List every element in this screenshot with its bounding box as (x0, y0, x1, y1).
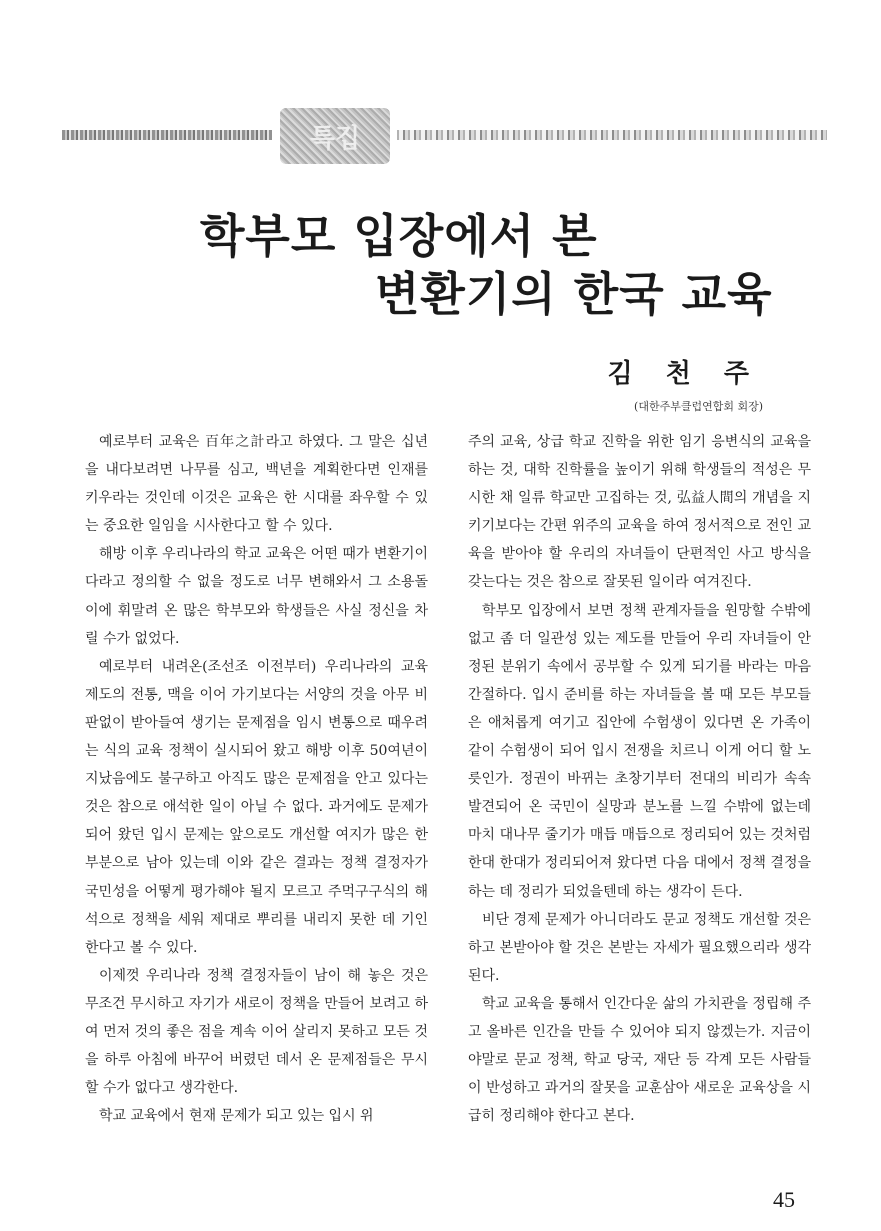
paragraph: 학부모 입장에서 보면 정책 관계자들을 원망할 수밖에 없고 좀 더 일관성 있는 제도를 만들어 우리 자녀들이 안정된 분위기 속에서 공부할 수 있게 되기를 바라는 마음 간절하다. 입시 준비를 하는 자녀들을 볼 때 모든 부모들은 애처롭게 여기고 집안에 수험생이 있다면 온 가족이 같이 수험생이 되어 입시 전쟁을 치르니 이게 어디 할 노릇인가. 정권이 바뀌는 초창기부터 전대의 비리가 속속 발견되어 온 국민이 실망과 분노를 느낄 수밖에 없는데 마치 대나무 줄기가 매듭 매듭으로 정리되어 있는 것처럼 한대 한대가 정리되어져 왔다면 다음 대에서 정책 결정을 하는 데 정리가 되었을텐데 하는 생각이 든다. (468, 602, 811, 900)
author-affiliation: (대한주부클럽연합회 회장) (634, 400, 763, 413)
paragraph: 비단 경제 문제가 아니더라도 문교 정책도 개선할 것은 하고 본받아야 할 것은 본받는 자세가 필요했으리라 생각된다. (468, 911, 811, 984)
paragraph: 이제껏 우리나라 정책 결정자들이 남이 해 놓은 것은 무조건 무시하고 자기가 새로이 정책을 만들어 보려고 하여 먼저 것의 좋은 점을 계속 이어 살리지 못하고 모든 것을 하루 아침에 바꾸어 버렸던 데서 온 문제점들은 무시할 수가 없다고 생각한다. (85, 967, 428, 1097)
banner-stripe-right (397, 130, 827, 140)
body-column-left (85, 428, 428, 1130)
paragraph: 학교 교육에서 현재 문제가 되고 있는 입시 위 (99, 1108, 374, 1125)
banner-badge-label: 특집 (309, 123, 361, 154)
paragraph: 예로부터 교육은 百年之計라고 하였다. 그 말은 십년을 내다보려면 나무를 심고, 백년을 계획한다면 인재를 키우라는 것인데 이것은 교육은 한 시대를 좌우할 수 있는 중요한 일임을 시사한다고 할 수 있다. (85, 434, 428, 535)
banner-stripe-left (62, 130, 272, 140)
paragraph: 해방 이후 우리나라의 학교 교육은 어떤 때가 변환기이다라고 정의할 수 없을 정도로 너무 변해와서 그 소용돌이에 휘말려 온 많은 학부모와 학생들은 사실 정신을 차릴 수가 없었다. (85, 546, 428, 647)
paragraph-continued: 주의 교육, 상급 학교 진학을 위한 임기 응변식의 교육을 하는 것, 대학 진학률을 높이기 위해 학생들의 적성은 무시한 채 일류 학교만 고집하는 것, 弘益人間의 개념을 지키기보다는 간편 위주의 교육을 하여 정서적으로 전인 교육을 받아야 할 우리의 자녀들이 단편적인 사고 방식을 갖는다는 것은 참으로 잘못된 일이라 여겨진다. (468, 434, 811, 591)
paragraph: 예로부터 내려온(조선조 이전부터) 우리나라의 교육 제도의 전통, 맥을 이어 가기보다는 서양의 것을 아무 비판없이 받아들여 생기는 문제점을 임시 변통으로 때우려는 식의 교육 정책이 실시되어 왔고 해방 이후 50여년이 지났음에도 불구하고 아직도 많은 문제점을 안고 있다는 것은 참으로 애석한 일이 아닐 수 없다. 과거에도 문제가 되어 왔던 입시 문제는 앞으로도 개선할 여지가 많은 한 부분으로 남아 있는데 이와 같은 결과는 정책 결정자가 국민성을 어떻게 평가해야 될지 모르고 주먹구구식의 해석으로 정책을 세워 제대로 뿌리를 내리지 못한 데 기인한다고 볼 수 있다. (85, 658, 428, 956)
article-title-line-2: 변환기의 한국 교육 (375, 267, 773, 321)
paragraph: 학교 교육을 통해서 인간다운 삶의 가치관을 정립해 주고 올바른 인간을 만들 수 있어야 되지 않겠는가. 지금이야말로 문교 정책, 학교 당국, 재단 등 각계 모든 사람들이 반성하고 과거의 잘못을 교훈삼아 새로운 교육상을 시급히 정리해야 한다고 본다. (468, 995, 811, 1125)
page-number: 45 (773, 1187, 795, 1212)
author-name: 김 천 주 (607, 359, 761, 389)
body-column-right (468, 428, 811, 1130)
article-title-line-1: 학부모 입장에서 본 (200, 209, 598, 263)
section-banner (62, 108, 827, 164)
